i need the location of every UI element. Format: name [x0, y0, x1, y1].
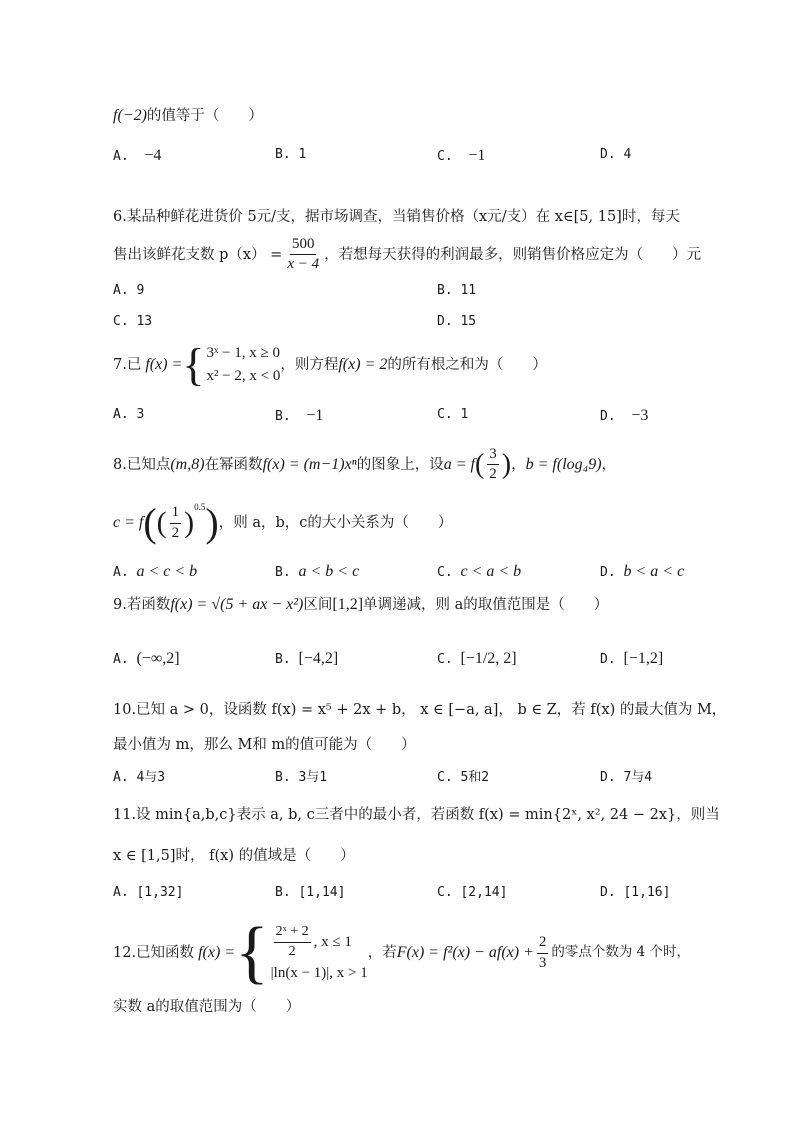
q12-case1-cond: , x ≤ 1 — [313, 934, 352, 950]
q7-option-a[interactable]: A. 3 — [113, 407, 145, 422]
q6-option-c[interactable]: C. 13 — [113, 314, 153, 329]
q8-option-a[interactable]: A. a < c < b — [113, 563, 198, 580]
q5-stem-tail: 的值等于（ ） — [146, 108, 263, 124]
q8-exponent: 0.5 — [194, 502, 206, 512]
q9-option-c[interactable]: C. [−1/2, 2] — [437, 650, 517, 667]
q7-equation: f(x) = 2 — [338, 356, 388, 374]
q11-option-d[interactable]: D. [1,16] — [600, 885, 671, 900]
q10-option-c[interactable]: C. 5和2 — [437, 770, 490, 785]
q8-line2: c = f ( ( $\frac{1}{2}$ ) $^{0.5}$ ) ，则 a，b，c的大小关系为（ ） — [113, 500, 453, 545]
q12-case2: |ln(x − 1)|, x > 1 — [270, 964, 368, 981]
q9-option-d[interactable]: D. [−1,2] — [600, 650, 664, 667]
q7-piecewise: { 3ˣ − 1, x ≥ 0 x² − 2, x < 0 — [182, 339, 281, 391]
q9-stem: 9.若函数 f(x) = √(5 + ax − x²) 区间 [1,2] 单调递减，则 a的取值范围是（ ） — [113, 596, 609, 613]
q7-option-b[interactable]: B. −1 — [275, 407, 324, 424]
q7-option-c[interactable]: C. 1 — [437, 407, 469, 422]
q5-option-d[interactable]: D. 4 — [600, 147, 632, 162]
q7-case2: x² − 2, x < 0 — [206, 368, 281, 385]
q7-case1: 3ˣ − 1, x ≥ 0 — [206, 345, 280, 361]
q12-piecewise: { $\frac{\text{2ˣ + 2}}{2}$ , x ≤ 1 |ln(x − 1)|, x > 1 — [235, 914, 368, 991]
q10-option-b[interactable]: B. 3与1 — [275, 770, 328, 785]
q11-line1: 11.设 min{a,b,c}表示 a, b, c三者中的最小者，若函数 f(x) = min{2ˣ, x², 24 − 2x}，则当 — [113, 807, 720, 823]
q8-frac-3-2: $\frac{3}{2}$ — [489, 446, 497, 483]
q6-fraction: $\frac{500}{x - 4}$ — [287, 236, 320, 273]
q9-option-b[interactable]: B. [−4,2] — [275, 650, 339, 667]
q10-option-a[interactable]: A. 4与3 — [113, 770, 166, 785]
q7-stem: 7.已 f(x) = { 3ˣ − 1, x ≥ 0 x² − 2, x < 0 ，则方程 f(x) = 2 的所有根之和为（ ） — [113, 339, 547, 391]
q8-frac-1-2: $\frac{1}{2}$ — [171, 504, 180, 541]
q12-line2: 实数 a的取值范围为（ ） — [113, 999, 301, 1015]
q8-line1: 8.已知点 (m,8) 在幂函数 f(x) = (m−1)xⁿ 的图象上，设 a = f ( $\frac{3}{2}$ ) ， b = f(log₄9) ， — [113, 446, 617, 483]
q10-line2: 最小值为 m，那么 M和 m的值可能为（ ） — [113, 737, 416, 753]
q5-option-a[interactable]: A. −4 — [113, 147, 162, 164]
q11-option-b[interactable]: B. [1,14] — [275, 885, 346, 900]
q6-option-b[interactable]: B. 11 — [437, 283, 477, 298]
q5-option-c[interactable]: C. −1 — [437, 147, 486, 164]
q10-option-d[interactable]: D. 7与4 — [600, 770, 653, 785]
q5-option-b[interactable]: B. 1 — [275, 147, 307, 162]
q12-stem: 12.已知函数 f(x) = { $\frac{\text{2ˣ + 2}}{2}$ , x ≤ 1 |ln(x − 1)|, x > 1 ，若 F(x) = f²(x) − af(x) + $\frac{2}{3}$ 的零点个数为 4 个时， — [113, 914, 691, 991]
q6-line2: 售出该鲜花支数 p（x） = $\frac{500}{x - 4}$ ，若想每天获得的利润最多，则销售价格应定为（ ）元 — [113, 236, 702, 273]
q8-option-c[interactable]: C. c < a < b — [437, 563, 522, 580]
q9-option-a[interactable]: A. (−∞,2] — [113, 650, 180, 667]
q6-line1: 6.某品种鲜花进货价 5元/支，据市场调查，当销售价格（x元/支）在 x∈[5, 15]时，每天 — [113, 209, 680, 225]
q7-func-name: f(x) = — [141, 356, 183, 374]
q11-line2: x ∈ [1,5]时， f(x) 的值域是（ ） — [113, 848, 355, 864]
q5-stem — [113, 108, 263, 124]
q7-option-d[interactable]: D. −3 — [600, 407, 649, 424]
q8-option-d[interactable]: D. b < a < c — [600, 563, 685, 580]
q11-option-c[interactable]: C. [2,14] — [437, 885, 508, 900]
q6-option-a[interactable]: A. 9 — [113, 283, 145, 298]
q12-frac-2-3: $\frac{2}{3}$ — [538, 934, 547, 971]
q8-option-b[interactable]: B. a < b < c — [275, 563, 360, 580]
q11-option-a[interactable]: A. [1,32] — [113, 885, 184, 900]
q10-line1: 10.已知 a > 0，设函数 f(x) = x⁵ + 2x + b， x ∈ [−a, a]， b ∈ Z，若 f(x) 的最大值为 M， — [113, 702, 727, 718]
q5-expression: f(−2) — [113, 107, 147, 124]
q6-option-d[interactable]: D. 15 — [437, 314, 477, 329]
q12-case1-fraction: $\frac{\text{2ˣ + 2}}{2}$ — [275, 924, 309, 959]
